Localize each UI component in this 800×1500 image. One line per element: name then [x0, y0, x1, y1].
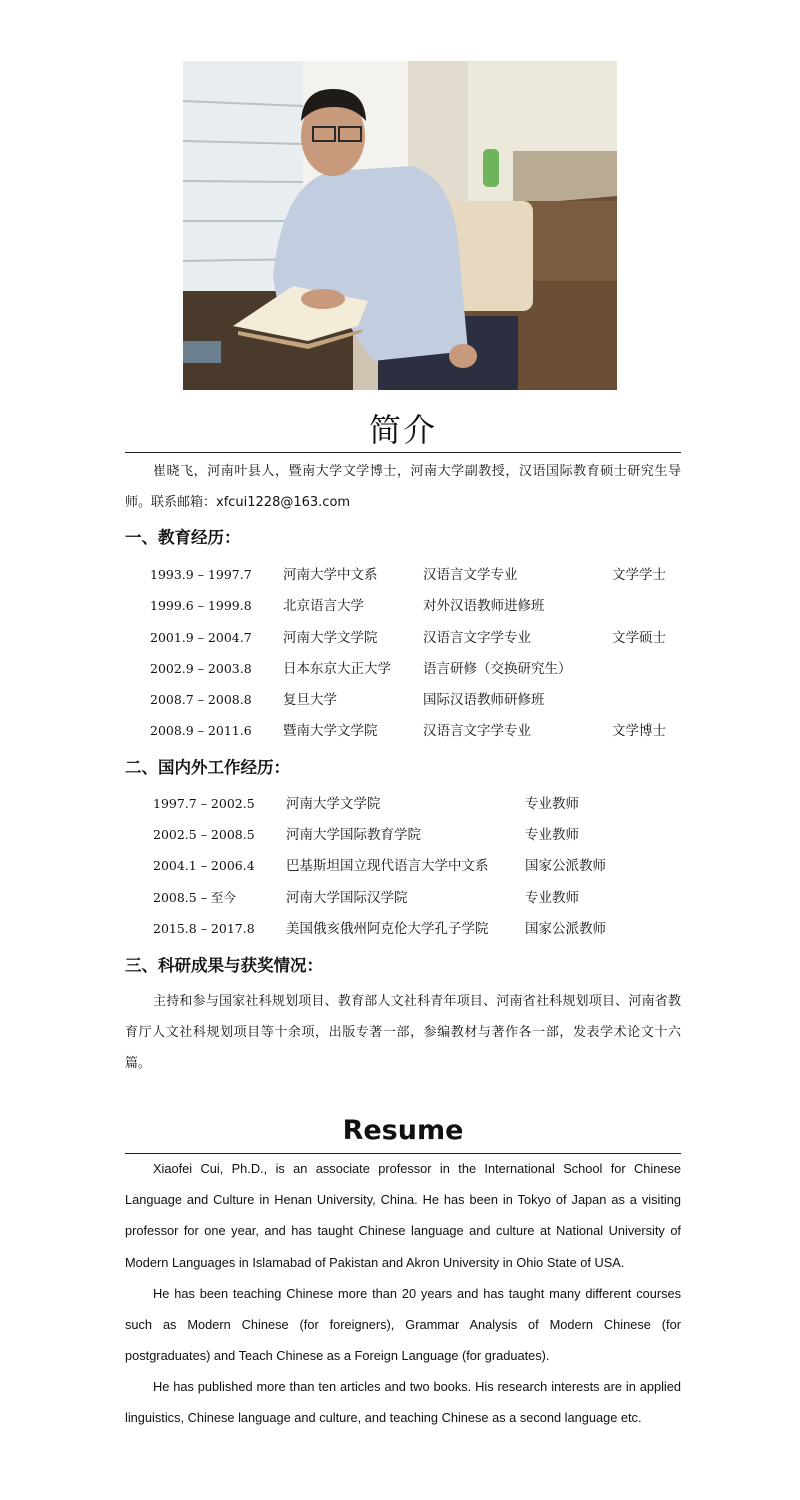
resume-paragraph: Xiaofei Cui, Ph.D., is an associate professor in the International School for Chinese Language and Culture in Henan University, China. He has been in Tokyo of Japan as a visiting professor for one year, and has taught Chinese language and culture at National University of Modern Languages in Islamabad of Pakistan and Akron University in Ohio State of USA. — [125, 1161, 681, 1270]
period: 2001.9 – 2004.7 — [150, 630, 252, 645]
school: 北京语言大学 — [283, 598, 364, 614]
period: 1997.7 – 2002.5 — [153, 796, 255, 811]
major: 汉语言文字学专业 — [423, 630, 531, 646]
school: 河南大学文学院 — [283, 630, 378, 646]
organization: 巴基斯坦国立现代语言大学中文系 — [286, 858, 489, 874]
organization: 美国俄亥俄州阿克伦大学孔子学院 — [286, 921, 489, 937]
period: 2004.1 – 2006.4 — [153, 858, 255, 873]
major: 汉语言文学专业 — [423, 567, 518, 583]
major: 汉语言文字学专业 — [423, 723, 531, 739]
intro-paragraph: 崔晓飞，河南叶县人，暨南大学文学博士，河南大学副教授，汉语国际教育硕士研究生导师。联系邮箱：xfcui1228@163.com — [125, 464, 681, 510]
resume-paragraph: He has been teaching Chinese more than 20 years and has taught many different courses such as Modern Chinese (for foreigners), Grammar Analysis of Modern Chinese (for postgraduates) and Teach Chinese as a Foreign Language (for graduates). — [125, 1286, 681, 1364]
school: 日本东京大正大学 — [283, 661, 391, 677]
organization: 河南大学文学院 — [286, 796, 381, 812]
research-paragraph: 主持和参与国家社科规划项目、教育部人文社科青年项目、河南省社科规划项目、河南省教育厅人文社科规划项目等十余项，出版专著一部，参编教材与著作各一部，发表学术论文十六篇。 — [125, 994, 681, 1071]
school: 暨南大学文学院 — [283, 723, 378, 739]
school: 复旦大学 — [283, 692, 337, 708]
degree: 文学博士 — [612, 723, 666, 739]
major: 对外汉语教师进修班 — [423, 598, 545, 614]
work-title: 二、国内外工作经历： — [125, 758, 290, 777]
education-title: 一、教育经历： — [125, 528, 241, 547]
period: 2015.8 – 2017.8 — [153, 921, 255, 936]
school: 河南大学中文系 — [283, 567, 378, 583]
research-title: 三、科研成果与获奖情况： — [125, 956, 323, 975]
organization: 河南大学国际教育学院 — [286, 827, 421, 843]
role: 专业教师 — [525, 890, 579, 906]
major: 语言研修（交换研究生） — [423, 661, 572, 677]
degree: 文学学士 — [612, 567, 666, 583]
portrait-photo — [183, 61, 617, 390]
role: 专业教师 — [525, 827, 579, 843]
period: 2008.9 – 2011.6 — [150, 723, 252, 738]
organization: 河南大学国际汉学院 — [286, 890, 408, 906]
period: 2008.7 – 2008.8 — [150, 692, 252, 707]
period: 2002.9 – 2003.8 — [150, 661, 252, 676]
resume-paragraph: He has published more than ten articles and two books. His research interests are in applied linguistics, Chinese language and culture, and teaching Chinese as a second language etc. — [125, 1379, 681, 1426]
role: 国家公派教师 — [525, 858, 606, 874]
major: 国际汉语教师研修班 — [423, 692, 545, 708]
period: 2002.5 – 2008.5 — [153, 827, 255, 842]
period: 2008.5 – 至今 — [153, 890, 236, 905]
resume-title: Resume — [125, 1112, 681, 1154]
degree: 文学硕士 — [612, 630, 666, 646]
role: 专业教师 — [525, 796, 579, 812]
page-title-cn: 简介 — [125, 410, 681, 453]
period: 1999.6 – 1999.8 — [150, 598, 252, 613]
role: 国家公派教师 — [525, 921, 606, 937]
period: 1993.9 – 1997.7 — [150, 567, 252, 582]
